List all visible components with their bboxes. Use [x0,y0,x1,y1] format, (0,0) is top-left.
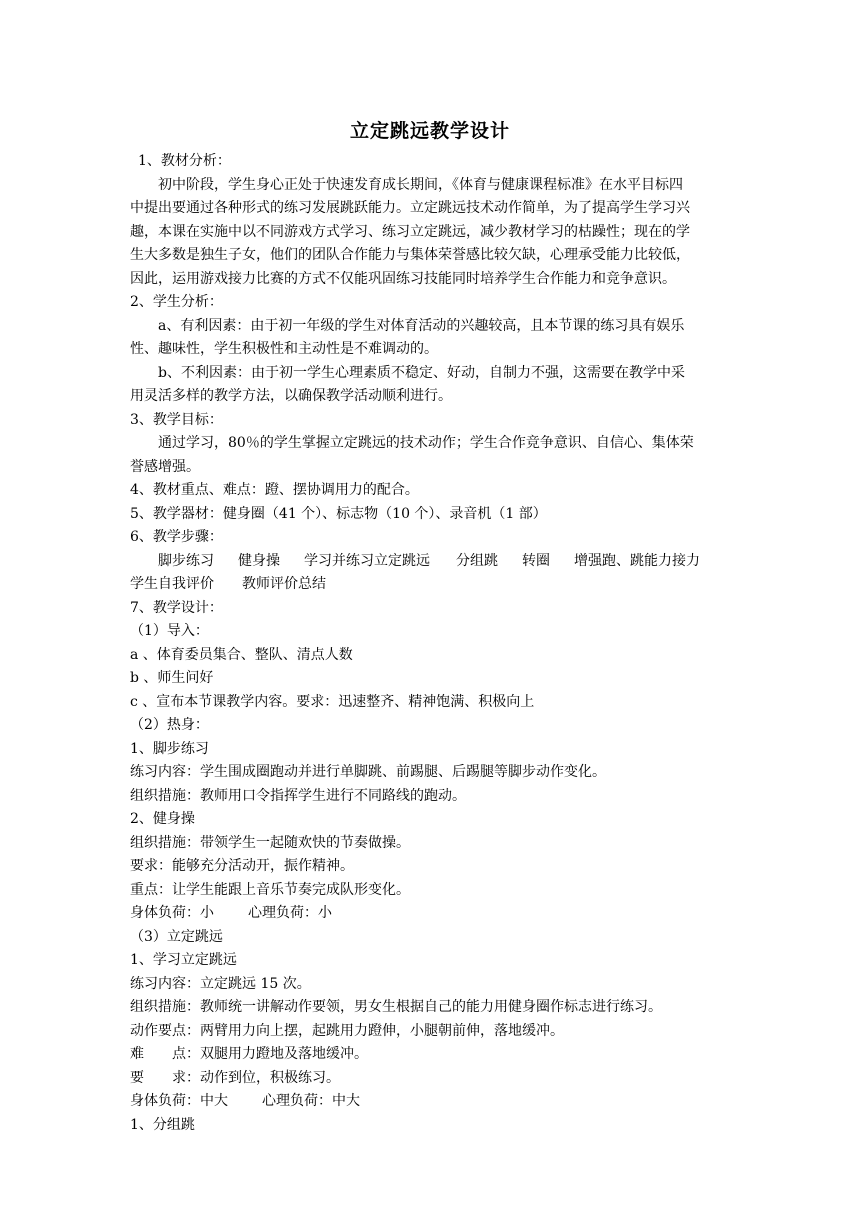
paragraph-line: 生大多数是独生子女，他们的团队合作能力与集体荣誉感比较欠缺，心理承受能力比较低， [130,247,690,263]
difficulty-text: 点：双腿用力蹬地及落地缓冲。 [172,1046,368,1062]
list-item: b 、师生问好 [130,670,214,686]
item-heading: 1、学习立定跳远 [130,952,237,968]
detail-line: 动作要点：两臂用力向上摆，起跳用力蹬伸，小腿朝前伸，落地缓冲。 [130,1022,564,1039]
list-item: c 、宣布本节课教学内容。要求：迅速整齐、精神饱满、积极向上 [130,693,535,710]
section-heading-goals: 3、教学目标： [130,411,223,428]
subsection-heading: （1）导入： [130,623,209,639]
item-heading: 1、脚步练习 [130,740,209,757]
requirement-label: 要 [130,1069,144,1086]
paragraph-line: 性、趣味性，学生积极性和主动性是不难调动的。 [130,341,438,357]
detail-line: 组织措施：教师统一讲解动作要领，男女生根据自己的能力用健身圈作标志进行练习。 [130,999,662,1015]
steps-line [130,550,730,574]
paragraph-line: a、有利因素：由于初一年级的学生对体育活动的兴趣较高，且本节课的练习具有娱乐 [158,317,685,334]
list-item: a 、体育委员集合、整队、清点人数 [130,646,353,663]
subsection-heading: （2）热身： [130,717,209,733]
step-item: 增强跑、跳能力接力 [574,552,700,569]
paragraph-line: 中提出要通过各种形式的练习发展跳跃能力。立定跳远技术动作简单，为了提高学生学习兴 [130,200,690,216]
step-item: 健身操 [238,552,280,569]
section-heading-steps: 6、教学步骤： [130,529,223,545]
section-heading-material: 1、教材分析： [138,153,231,169]
item-heading: 1、分组跳 [130,1116,195,1133]
step-item: 学习并练习立定跳远 [304,552,430,569]
mental-load: 心理负荷：中大 [262,1093,360,1109]
item-heading: 2、健身操 [130,811,195,827]
detail-line: 练习内容：立定跳远 15 次。 [130,975,311,992]
section-heading-equipment: 5、教学器材：健身圈（41 个）、标志物（10 个）、录音机（1 部） [130,505,547,522]
step-item: 转圈 [522,552,550,569]
detail-line: 重点：让学生能跟上音乐节奏完成队形变化。 [130,881,410,898]
section-heading-design: 7、教学设计： [130,599,223,616]
section-heading-students: 2、学生分析： [130,294,223,310]
document-title: 立定跳远教学设计 [349,120,510,142]
document-body [130,150,730,1137]
step-item: 教师评价总结 [242,576,326,592]
steps-line [130,573,730,597]
physical-load: 身体负荷：小 [130,905,214,921]
detail-line: 组织措施：教师用口令指挥学生进行不同路线的跑动。 [130,787,466,804]
detail-line: 组织措施：带领学生一起随欢快的节奏做操。 [130,834,410,851]
step-item: 脚步练习 [158,552,214,569]
physical-load: 身体负荷：中大 [130,1093,228,1109]
paragraph-line: 誉感增强。 [130,458,200,475]
paragraph-line: 初中阶段，学生身心正处于快速发育成长期间，《体育与健康课程标准》在水平目标四 [158,176,683,193]
paragraph-line: 趣，本课在实施中以不同游戏方式学习、练习立定跳远，减少教材学习的枯躁性；现在的学 [130,223,690,240]
difficulty-line [130,1043,730,1067]
paragraph-line: b、不利因素：由于初一学生心理素质不稳定、好动，自制力不强，这需要在教学中采 [158,364,685,381]
difficulty-label: 难 [130,1046,144,1062]
paragraph-line: 因此，运用游戏接力比赛的方式不仅能巩固练习技能同时培养学生合作能力和竞争意识。 [130,270,676,287]
load-line [130,1090,730,1114]
detail-line: 练习内容：学生围成圈跑动并进行单脚跳、前踢腿、后踢腿等脚步动作变化。 [130,764,606,780]
step-item: 分组跳 [456,552,498,569]
section-heading-key-points: 4、教材重点、难点：蹬、摆协调用力的配合。 [130,482,419,498]
mental-load: 心理负荷：小 [248,905,332,921]
requirement-text: 求：动作到位，积极练习。 [172,1069,340,1086]
step-item: 学生自我评价 [130,576,214,592]
subsection-heading: （3）立定跳远 [130,928,223,945]
paragraph-line: 用灵活多样的教学方法，以确保教学活动顺利进行。 [130,388,452,404]
load-line [130,902,730,926]
requirement-line [130,1067,730,1091]
paragraph-line: 通过学习，80％的学生掌握立定跳远的技术动作；学生合作竞争意识、自信心、集体荣 [158,435,694,451]
detail-line: 要求：能够充分活动开，振作精神。 [130,858,354,874]
